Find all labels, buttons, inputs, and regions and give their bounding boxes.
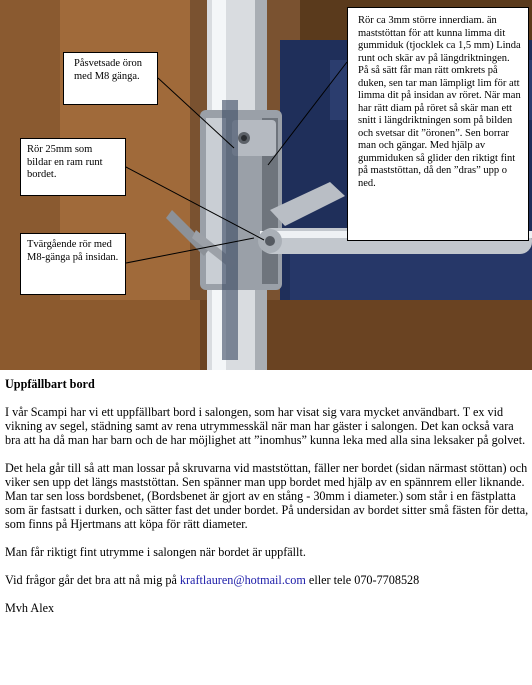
- article-body: [5, 377, 530, 629]
- callout-cross-tube-text: Tvärgående rör med M8-gänga på insidan.: [27, 239, 119, 263]
- contact-suffix: eller tele 070-7708528: [305, 573, 420, 587]
- callout-frame-tube: [20, 138, 126, 196]
- contact-prefix: Vid frågor går det bra att nå mig på: [5, 573, 180, 587]
- callout-welded-ears: [63, 52, 158, 105]
- callout-sleeve-description-text: Rör ca 3mm större innerdiam. än maststöttan för att kunna limma dit gummiduk (tjocklek ca 1,5 mm) Linda runt och skär av på längdriktningen. På så sätt får man rätt omkrets på duken, sen tar man lämpligt lim för att limma dit på insidan av röret. När man har rätt diam på röret så skär man ett snitt i längdriktningen som på bilden och svetsar dit ”öronen”. Sen borrar man och gängar. Med hjälp av gummiduken så glider den riktigt fint på maststöttan, då den ”dras” upp o ned.: [358, 15, 521, 189]
- article-paragraph-2: Det hela går till så att man lossar på skruvarna vid maststöttan, fäller ner bordet (sidan närmast stöttan) och viker sen upp det längs maststöttan. Sen spänner man upp bordet med hjälp av en spännrem eller liknande. Man tar sen loss bordsbenet, (Bordsbenet är gjort av en stång - 30mm i diameter.) som står i en fästplatta som är fastsatt i durken, och sätter fast det under bordet. På undersidan av bordet sitter små fästen för detta, som finns på Hjertmans att köpa för rätt diameter.: [5, 461, 529, 531]
- callout-cross-tube: [20, 233, 126, 295]
- callout-welded-ears-text: Påsvetsade öron med M8 gänga.: [74, 58, 142, 82]
- article-paragraph-3: Man får riktigt fint utrymme i salongen när bordet är uppfällt.: [5, 545, 306, 559]
- article-contact-line: [5, 573, 530, 587]
- email-link[interactable]: kraftlauren@hotmail.com: [179, 573, 306, 587]
- article-signoff: Mvh Alex: [5, 601, 55, 615]
- article-paragraph-1: I vår Scampi har vi ett uppfällbart bord i salongen, som har visat sig vara mycket användbart. T ex vid vikning av segel, städning samt av rena utrymmesskäl när man har gäster i salongen. Det kan också vara bra att ha då man har barn och de har möjlighet att ”inomhus” kunna leka med alla sina leksaker på golvet.: [5, 405, 526, 447]
- callout-frame-tube-text: Rör 25mm som bildar en ram runt bordet.: [27, 144, 103, 180]
- callout-sleeve-description: [347, 7, 529, 241]
- article-title: Uppfällbart bord: [5, 377, 95, 391]
